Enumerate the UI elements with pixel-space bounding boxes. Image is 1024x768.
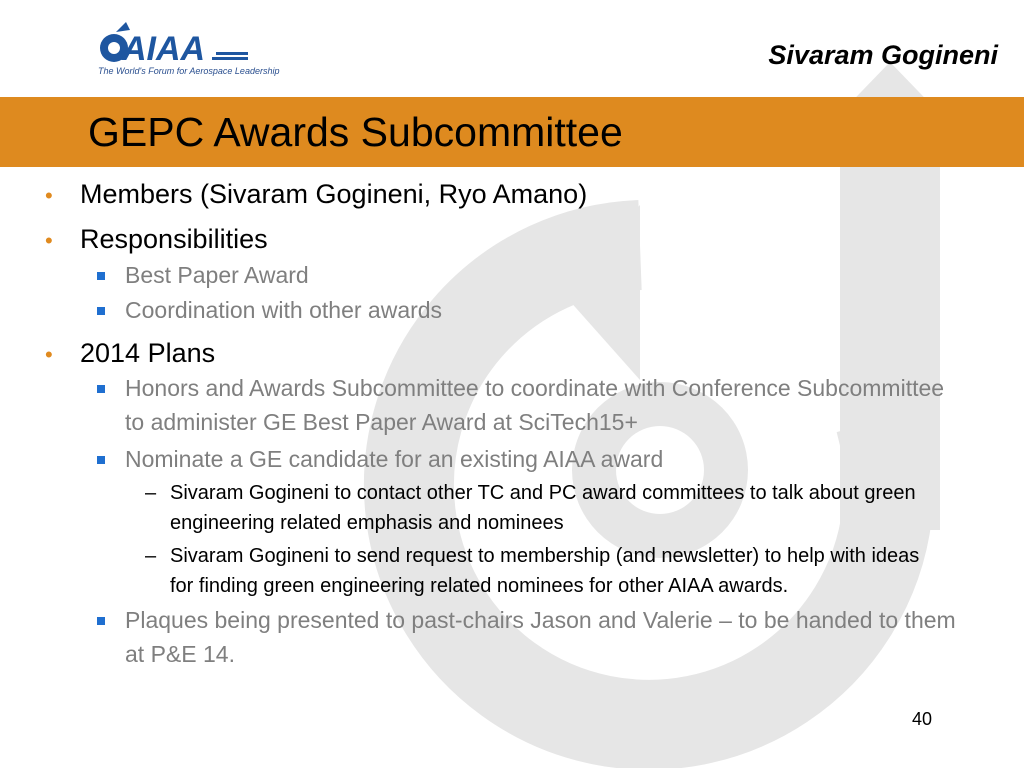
square-bullet-marker: [97, 307, 105, 315]
logo-wordmark: AIAA: [122, 30, 206, 68]
sub-bullet-plaques-line2: at P&E 14.: [125, 641, 235, 667]
square-bullet-marker: [97, 617, 105, 625]
bullet-2014-plans: 2014 Plans: [80, 338, 216, 368]
sub-sub-bullet-request-line2: for finding green engineering related nominees for other AIAA awards.: [170, 575, 789, 597]
bullet-marker: •: [45, 228, 53, 253]
sub-sub-bullet-contact-line2: engineering related emphasis and nominees: [170, 512, 564, 534]
bullet-members: Members (Sivaram Gogineni, Ryo Amano): [80, 179, 588, 209]
sub-sub-bullet-request-line1: Sivaram Gogineni to send request to membership (and newsletter) to help with ideas: [170, 545, 920, 567]
sub-bullet-honors-line1: Honors and Awards Subcommittee to coordinate with Conference Subcommittee: [125, 375, 945, 401]
square-bullet-marker: [97, 272, 105, 280]
dash-bullet-marker: –: [145, 545, 157, 567]
slide-title: GEPC Awards Subcommittee: [88, 109, 623, 155]
bullet-marker: •: [45, 342, 53, 367]
sub-bullet-honors-line2: to administer GE Best Paper Award at SciTech15+: [125, 409, 638, 435]
author-name: Sivaram Gogineni: [768, 40, 998, 70]
bullet-marker: •: [45, 183, 53, 208]
sub-bullet-best-paper: Best Paper Award: [125, 262, 309, 288]
page-number: 40: [912, 709, 933, 729]
bullet-responsibilities: Responsibilities: [80, 224, 268, 254]
sub-sub-bullet-contact-line1: Sivaram Gogineni to contact other TC and PC award committees to talk about green: [170, 482, 916, 504]
dash-bullet-marker: –: [145, 482, 157, 504]
sub-bullet-nominate: Nominate a GE candidate for an existing AIAA award: [125, 446, 664, 472]
logo-tagline: The World's Forum for Aerospace Leadership: [98, 66, 280, 76]
square-bullet-marker: [97, 456, 105, 464]
sub-bullet-plaques-line1: Plaques being presented to past-chairs Jason and Valerie – to be handed to them: [125, 607, 956, 633]
square-bullet-marker: [97, 385, 105, 393]
sub-bullet-coordination: Coordination with other awards: [125, 297, 443, 323]
